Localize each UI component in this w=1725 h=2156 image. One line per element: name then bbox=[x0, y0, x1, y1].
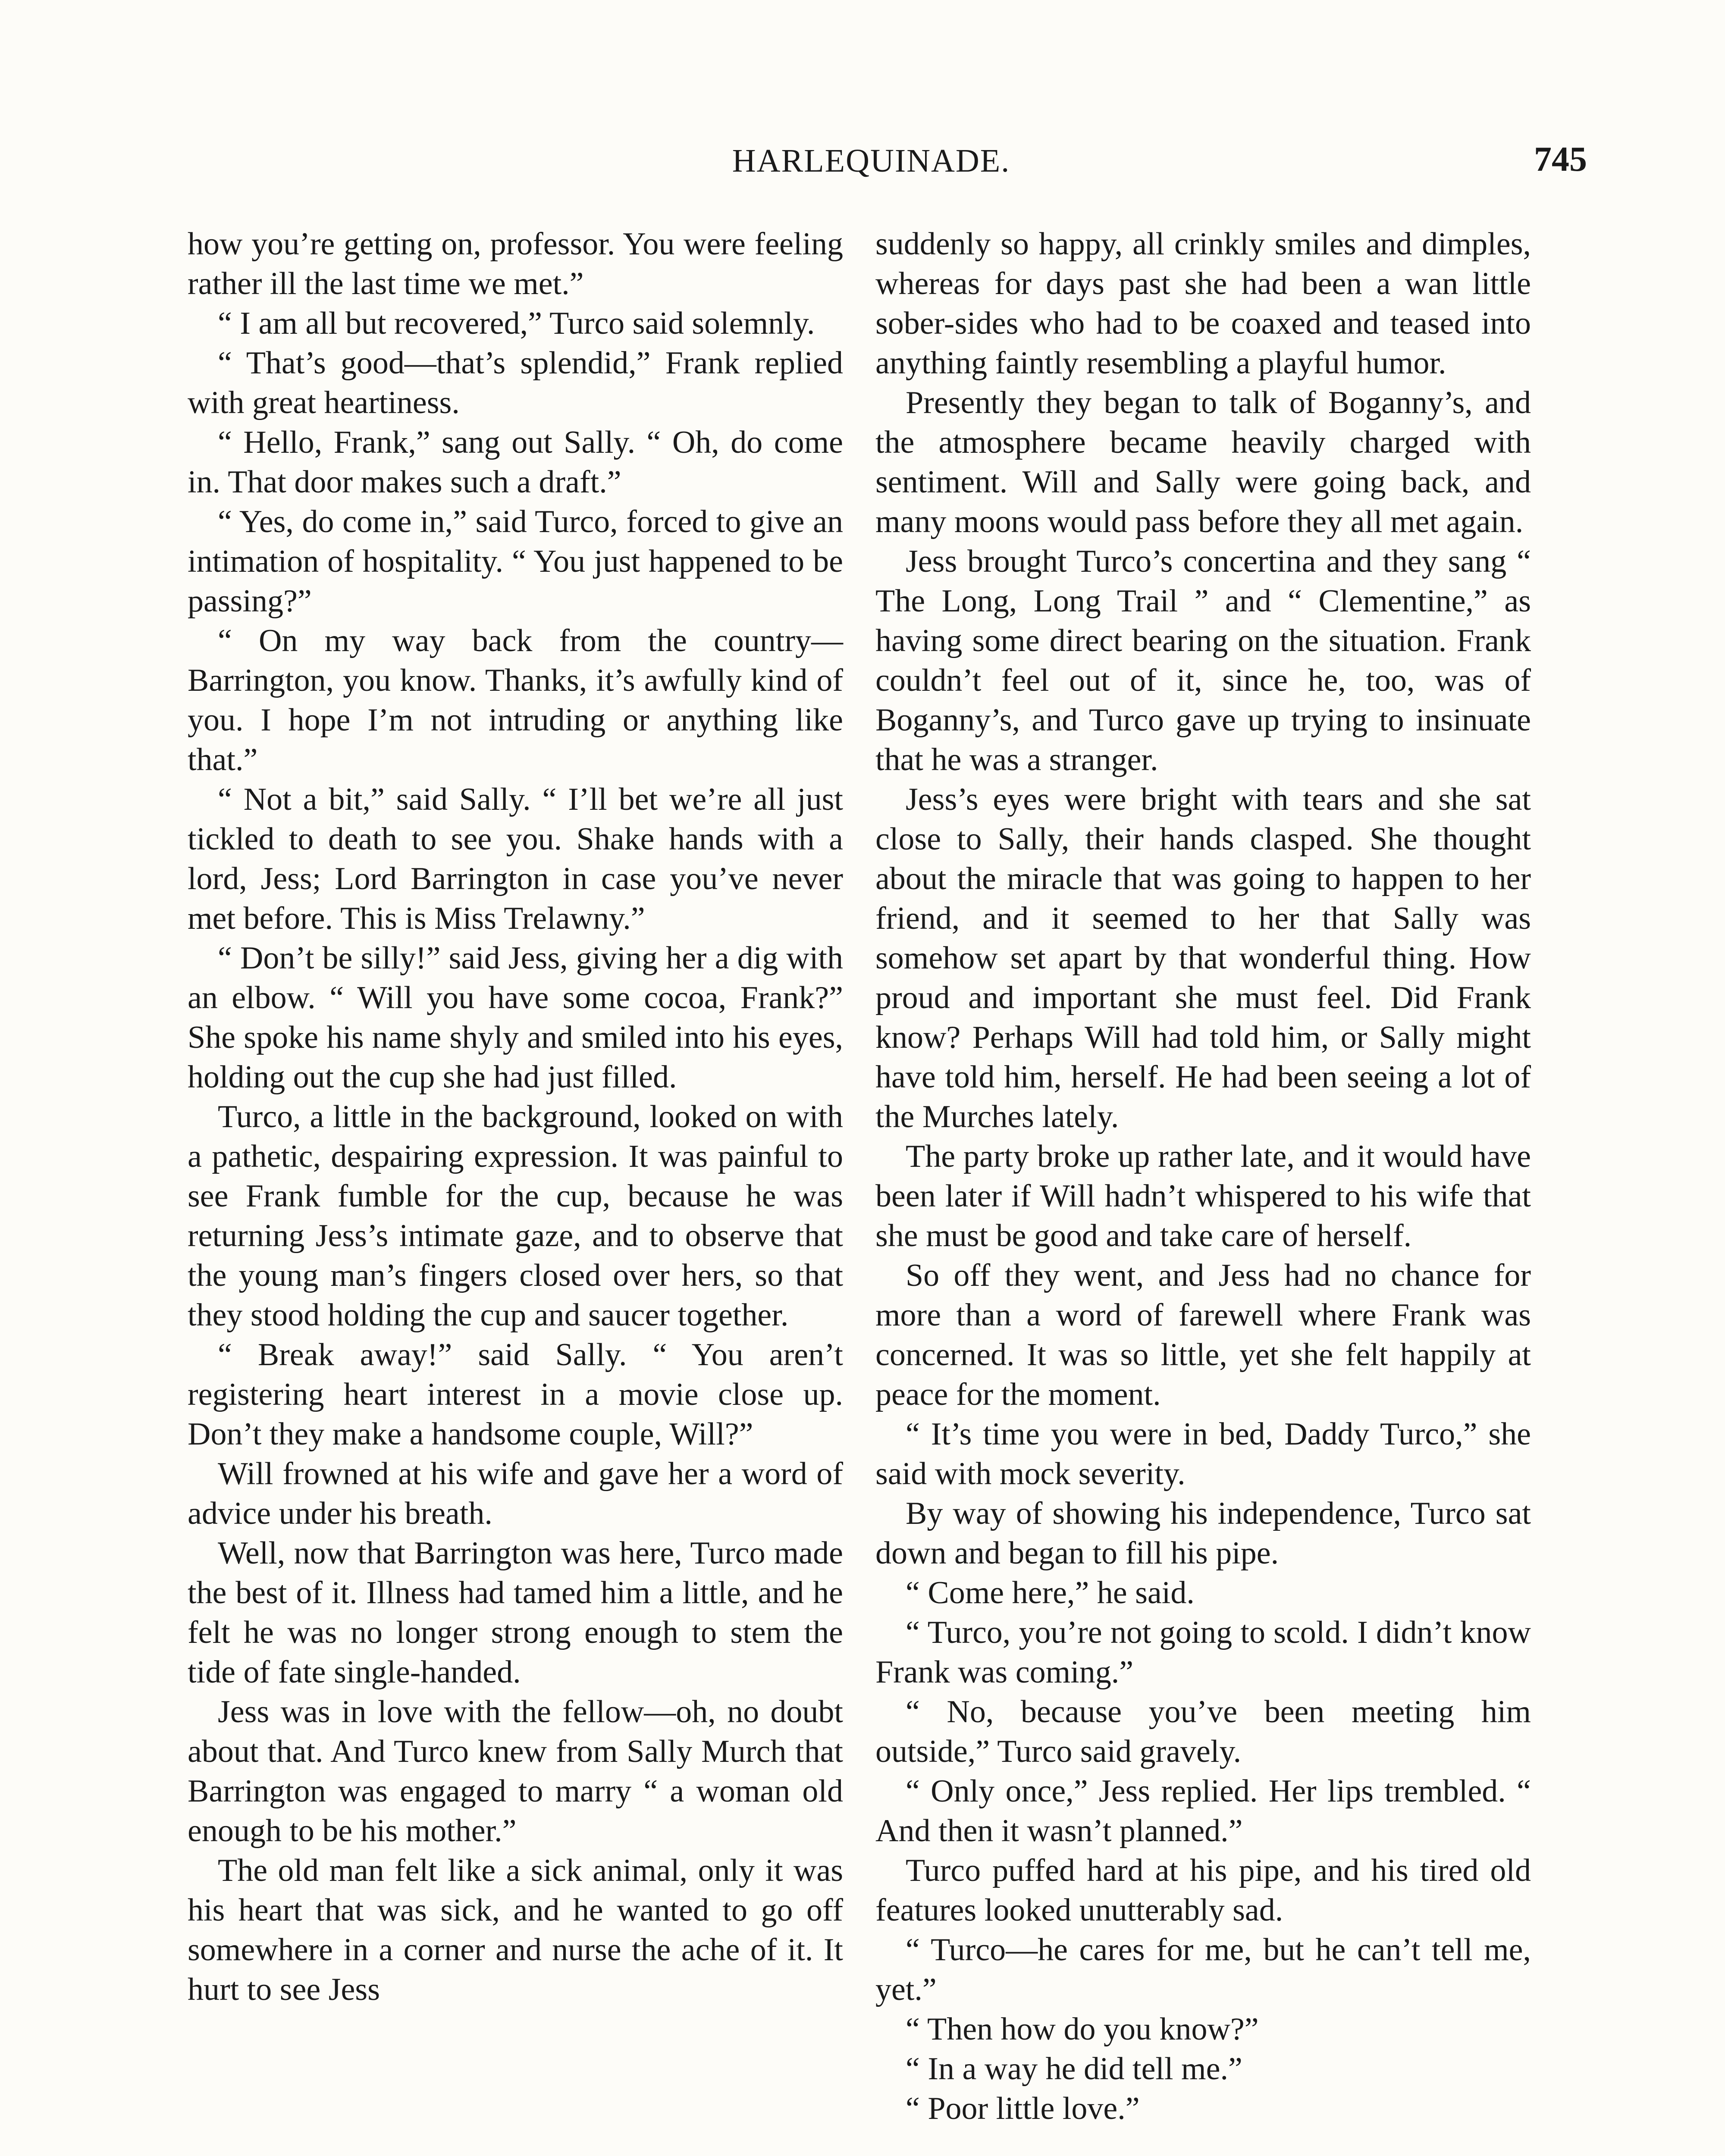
paragraph: “ Don’t be silly!” said Jess, giving her a dig with an elbow. “ Will you have some cocoa, Frank?” She spoke his name shyly and smiled into his eyes, holding out the cup she had just filled. bbox=[188, 940, 843, 1095]
paragraph: Presently they began to talk of Boganny’s, and the atmosphere became heavily charged with sentiment. Will and Sally were going back, and many moons would pass before they all met again. bbox=[875, 385, 1531, 539]
paragraph: By way of showing his independence, Turco sat down and began to fill his pipe. bbox=[875, 1496, 1531, 1571]
paragraph: “ That’s good—that’s splendid,” Frank replied with great heartiness. bbox=[188, 345, 843, 420]
paragraph: Will frowned at his wife and gave her a word of advice under his breath. bbox=[188, 1456, 843, 1531]
paragraph: “ I am all but recovered,” Turco said solemnly. bbox=[218, 306, 815, 341]
paragraph: “ It’s time you were in bed, Daddy Turco,” she said with mock severity. bbox=[875, 1416, 1531, 1492]
paragraph: “ Break away!” said Sally. “ You aren’t registering heart interest in a movie close up. Don’t they make a handsome couple, Will?” bbox=[188, 1337, 843, 1452]
paragraph: “ Turco, you’re not going to scold. I didn’t know Frank was coming.” bbox=[875, 1615, 1531, 1690]
paragraph: “ Yes, do come in,” said Turco, forced to give an intimation of hospitality. “ You just happened to be passing?” bbox=[188, 504, 843, 619]
paragraph: The party broke up rather late, and it would have been later if Will hadn’t whispered to his wife that she must be good and take care of herself. bbox=[875, 1139, 1531, 1253]
paragraph: how you’re getting on, professor. You were feeling rather ill the last time we met.” bbox=[188, 226, 843, 301]
paragraph: “ Turco—he cares for me, but he can’t tell me, yet.” bbox=[875, 1932, 1531, 2007]
paragraph: Turco puffed hard at his pipe, and his tired old features looked unutterably sad. bbox=[875, 1853, 1531, 1928]
paragraph: The old man felt like a sick animal, only it was his heart that was sick, and he wanted to go off somewhere in a corner and nurse the ache of it. It hurt to see Jess bbox=[188, 1853, 843, 2007]
paragraph: suddenly so happy, all crinkly smiles and dimples, whereas for days past she had been a wan little sober-sides who had to be coaxed and teased into anything faintly resembling a playful humor. bbox=[875, 226, 1531, 381]
running-head: HARLEQUINADE. bbox=[732, 143, 1010, 179]
paragraph: “ Not a bit,” said Sally. “ I’ll bet we’re all just tickled to death to see you. Shake hands with a lord, Jess; Lord Barrington in case you’ve never met before. This is Miss Trelawny.” bbox=[188, 782, 843, 936]
paragraph: “ In a way he did tell me.” bbox=[906, 2051, 1242, 2087]
paragraph: “ On my way back from the country—Barrington, you know. Thanks, it’s awfully kind of you. I hope I’m not intruding or anything like that.” bbox=[188, 623, 843, 777]
paragraph: “ Hello, Frank,” sang out Sally. “ Oh, do come in. That door makes such a draft.” bbox=[188, 425, 843, 500]
paragraph: “ Come here,” he said. bbox=[906, 1575, 1195, 1611]
paragraph: Jess was in love with the fellow—oh, no doubt about that. And Turco knew from Sally Murch that Barrington was engaged to marry “ a woman old enough to be his mother.” bbox=[188, 1694, 843, 1849]
paragraph: So off they went, and Jess had no chance for more than a word of farewell where Frank was concerned. It was so little, yet she felt happily at peace for the moment. bbox=[875, 1258, 1531, 1412]
left-column bbox=[188, 224, 843, 2009]
paragraph: Well, now that Barrington was here, Turco made the best of it. Illness had tamed him a little, and he felt he was no longer strong enough to stem the tide of fate single-handed. bbox=[188, 1536, 843, 1690]
paragraph: “ Poor little love.” bbox=[906, 2091, 1140, 2126]
paragraph: Turco, a little in the background, looked on with a pathetic, despairing expression. It was painful to see Frank fumble for the cup, because he was returning Jess’s intimate gaze, and to observe that the young man’s fingers closed over hers, so that they stood holding the cup and saucer together. bbox=[188, 1099, 843, 1333]
page-number: 745 bbox=[1534, 139, 1587, 179]
paragraph: “ Only once,” Jess replied. Her lips trembled. “ And then it wasn’t planned.” bbox=[875, 1774, 1531, 1849]
paragraph: “ Then how do you know?” bbox=[906, 2012, 1259, 2047]
paragraph: Jess brought Turco’s concertina and they sang “ The Long, Long Trail ” and “ Clementine,” as having some direct bearing on the situation. Frank couldn’t feel out of it, since he, too, was of Boganny’s, and Turco gave up trying to insinuate that he was a stranger. bbox=[875, 544, 1531, 777]
paragraph: Jess’s eyes were bright with tears and she sat close to Sally, their hands clasped. She thought about the miracle that was going to happen to her friend, and it seemed to her that Sally was somehow set apart by that wonderful thing. How proud and important she must feel. Did Frank know? Perhaps Will had told him, or Sally might have told him, herself. He had been seeing a lot of the Murches lately. bbox=[875, 782, 1531, 1134]
right-column bbox=[875, 224, 1531, 2128]
paragraph: “ No, because you’ve been meeting him outside,” Turco said gravely. bbox=[875, 1694, 1531, 1769]
